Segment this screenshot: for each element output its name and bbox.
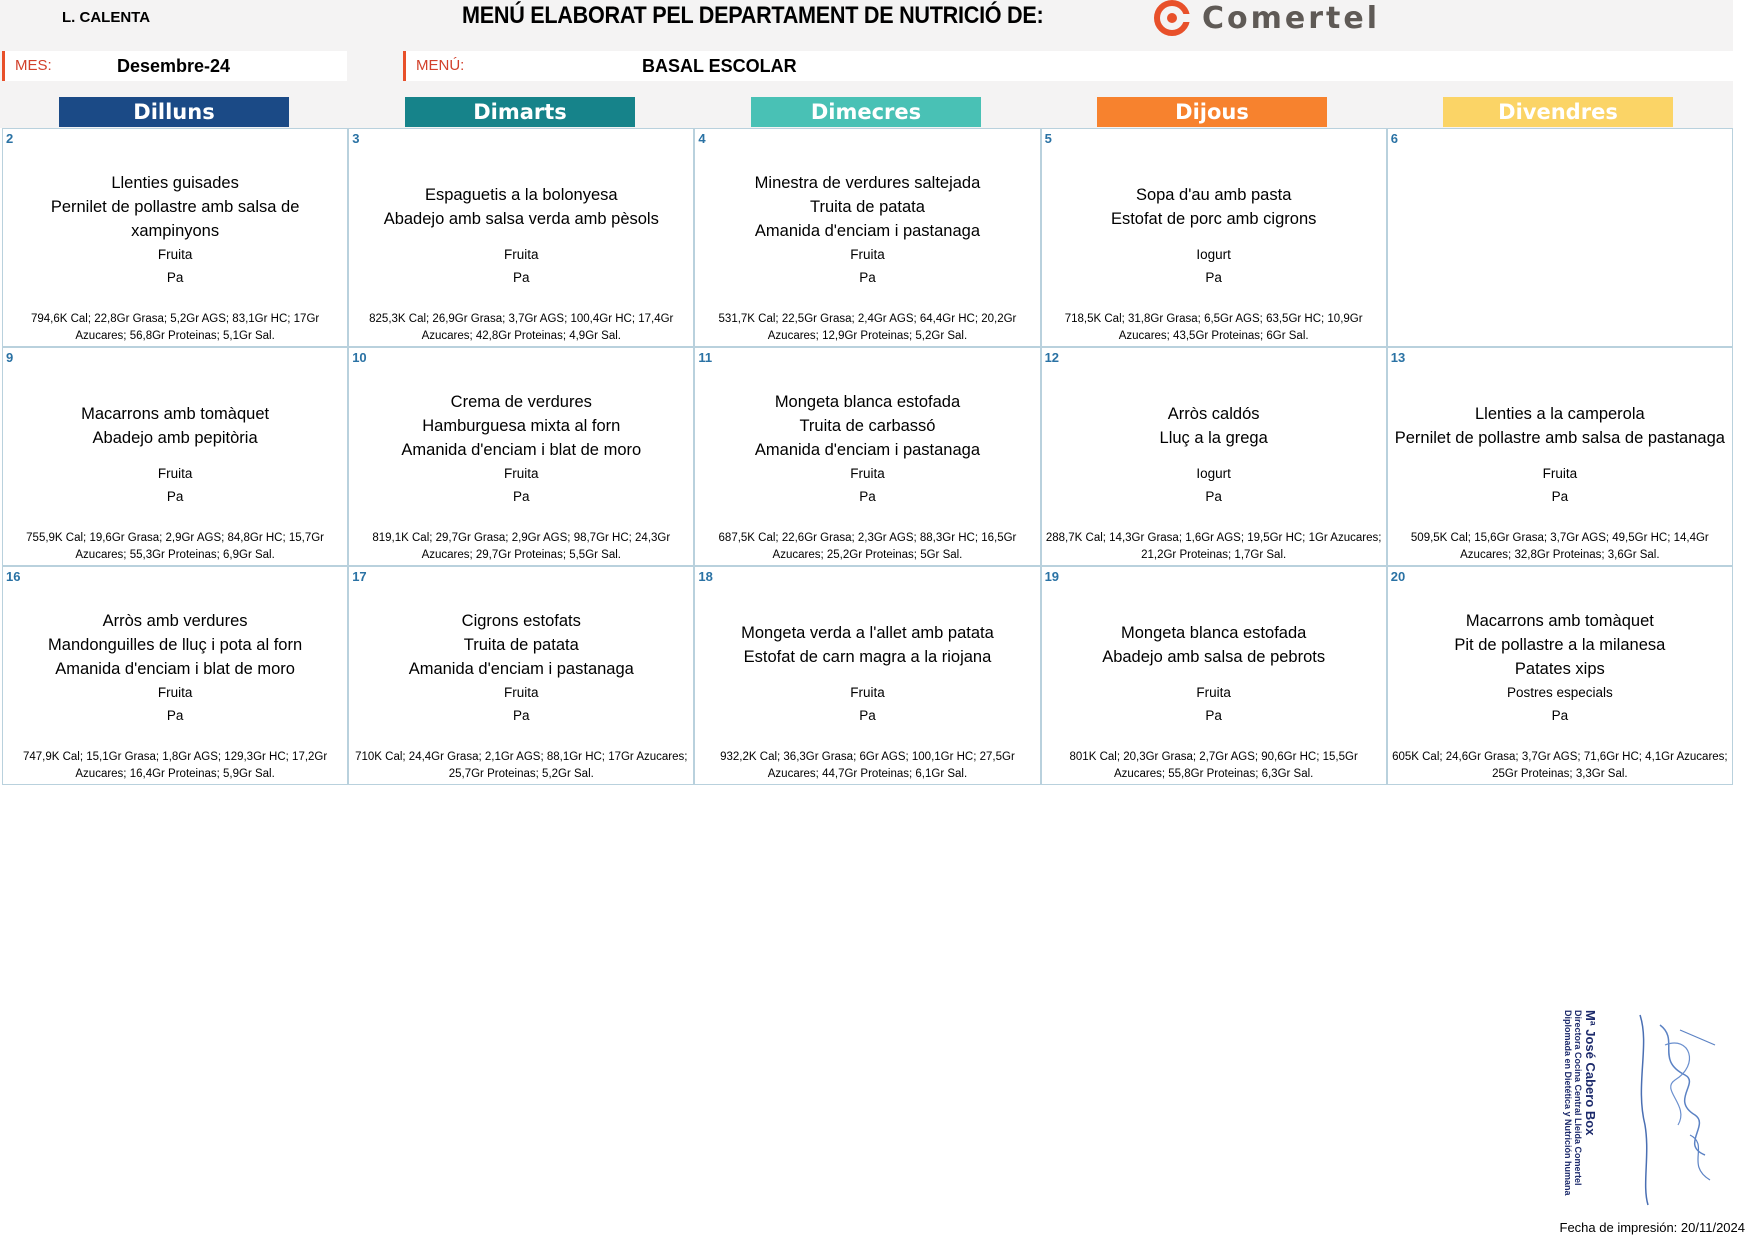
dessert: Iogurt [1196, 466, 1231, 481]
day-cell [348, 128, 694, 347]
nutrition-info: 509,5K Cal; 15,6Gr Grasa; 3,7Gr AGS; 49,5Gr HC; 14,4Gr Azucares; 32,8Gr Proteinas; 3,6Gr Sal. [1410, 532, 1709, 561]
bread: Pa [859, 708, 876, 723]
dish-list [3, 374, 347, 478]
dish-item: Truita de carbassó [799, 417, 936, 435]
dish-item: Mandonguilles de lluç i pota al forn [48, 636, 303, 654]
signature-name: Mª José Cabero Box [1583, 1010, 1598, 1136]
dessert: Fruita [157, 247, 193, 262]
dish-list [1388, 155, 1732, 259]
day-cell [1041, 347, 1387, 566]
dessert: Fruita [504, 466, 539, 481]
signature-block [1563, 1010, 1598, 1196]
dish-item: Pernilet de pollastre amb salsa de xampinyons [50, 198, 300, 240]
dish-item: Abadejo amb pepitòria [92, 429, 258, 447]
nutrition-info: 825,3K Cal; 26,9Gr Grasa; 3,7Gr AGS; 100,4Gr HC; 17,4Gr Azucares; 42,8Gr Proteinas; 4,9Gr Sal. [369, 313, 674, 342]
dish-item: Minestra de verdures saltejada [754, 174, 981, 192]
dish-item: Amanida d'enciam i blat de moro [55, 660, 295, 678]
dish-item: Arròs amb verdures [102, 612, 248, 630]
dish-item: Amanida d'enciam i blat de moro [401, 441, 642, 459]
bread: Pa [1205, 270, 1222, 285]
bread: Pa [166, 270, 184, 285]
dish-list [1042, 374, 1386, 478]
dish-item: Truita de patata [809, 198, 925, 216]
dessert: Fruita [504, 685, 539, 700]
day-number: 17 [352, 569, 367, 584]
dish-item: Crema de verdures [450, 393, 592, 411]
dish-item: Pernilet de pollastre amb salsa de pastanaga [1394, 429, 1725, 447]
day-number: 10 [352, 350, 367, 365]
dish-item: Amanida d'enciam i pastanaga [754, 441, 981, 459]
nutrition-info: 819,1K Cal; 29,7Gr Grasa; 2,9Gr AGS; 98,7Gr HC; 24,3Gr Azucares; 29,7Gr Proteinas; 5,5Gr Sal. [372, 532, 671, 561]
dish-item: Mongeta blanca estofada [774, 393, 961, 411]
dish-item: Mongeta verda a l'allet amb patata [741, 624, 994, 642]
day-number: 6 [1390, 131, 1398, 146]
day-cell [348, 347, 694, 566]
day-cell [694, 128, 1040, 347]
dish-item: Amanida d'enciam i pastanaga [408, 660, 634, 678]
dish-list [3, 593, 347, 697]
day-number: 2 [6, 131, 14, 146]
dessert: Fruita [1196, 685, 1231, 700]
dish-item: Amanida d'enciam i pastanaga [754, 222, 981, 240]
dish-item: Sopa d'au amb pasta [1135, 186, 1292, 204]
menu-field [403, 51, 1733, 81]
dish-item: Abadejo amb salsa de pebrots [1102, 648, 1326, 666]
dish-list [1042, 155, 1386, 259]
nutrition-info: 794,6K Cal; 22,8Gr Grasa; 5,2Gr AGS; 83,1Gr HC; 17Gr Azucares; 56,8Gr Proteinas; 5,1Gr Sal. [30, 313, 320, 342]
dish-item: Estofat de carn magra a la riojana [743, 648, 992, 666]
bread: Pa [513, 489, 530, 504]
bread: Pa [166, 489, 184, 504]
dish-item: Hamburguesa mixta al forn [422, 417, 621, 435]
day-cell [1387, 347, 1733, 566]
bread: Pa [1551, 489, 1569, 504]
dish-item: Lluç a la grega [1159, 429, 1268, 447]
dessert: Fruita [1542, 466, 1578, 481]
month-field [2, 51, 347, 81]
nutrition-info: 710K Cal; 24,4Gr Grasa; 2,1Gr AGS; 88,1Gr HC; 17Gr Azucares; 25,7Gr Proteinas; 5,2Gr Sal. [355, 751, 688, 780]
bread: Pa [1205, 489, 1222, 504]
dish-item: Llenties guisades [111, 174, 239, 192]
nutrition-info: 531,7K Cal; 22,5Gr Grasa; 2,4Gr AGS; 64,4Gr HC; 20,2Gr Azucares; 12,9Gr Proteinas; 5,2Gr Sal. [718, 313, 1017, 342]
bread: Pa [859, 270, 876, 285]
print-date: Fecha de impresión: 20/11/2024 [1559, 1220, 1745, 1235]
day-header-dimarts: Dimarts [405, 97, 635, 127]
dish-item: Espaguetis a la bolonyesa [424, 186, 618, 204]
signature-role: Directora Cocina Central Lleida Comertel [1573, 1010, 1583, 1186]
nutrition-info: 755,9K Cal; 19,6Gr Grasa; 2,9Gr AGS; 84,8Gr HC; 15,7Gr Azucares; 55,3Gr Proteinas; 6,9Gr Sal. [26, 532, 325, 561]
day-cell [348, 566, 694, 785]
menu-label: MENÚ: [416, 57, 465, 74]
signature-scribble [1620, 1005, 1725, 1215]
month-label: MES: [15, 57, 52, 74]
day-header-divendres: Divendres [1443, 97, 1673, 127]
dish-list [1388, 374, 1732, 478]
dish-list [349, 374, 693, 478]
dish-item: Macarrons amb tomàquet [81, 405, 270, 423]
day-number: 5 [1044, 131, 1052, 146]
day-cell [1041, 566, 1387, 785]
dish-list [349, 593, 693, 697]
day-number: 19 [1044, 569, 1060, 584]
brand-name: Comertel [1202, 0, 1380, 36]
menu-calendar-grid [2, 128, 1733, 785]
dessert: Fruita [850, 685, 885, 700]
day-cell [2, 347, 348, 566]
bread: Pa [513, 270, 530, 285]
brand-logo [1150, 0, 1380, 36]
day-cell [694, 347, 1040, 566]
menu-value: BASAL ESCOLAR [642, 56, 797, 76]
dessert: Postres especials [1506, 685, 1613, 700]
dessert: Fruita [157, 685, 193, 700]
nutrition-info: 718,5K Cal; 31,8Gr Grasa; 6,5Gr AGS; 63,5Gr HC; 10,9Gr Azucares; 43,5Gr Proteinas; 6Gr Sal. [1064, 313, 1363, 342]
nutrition-info: 932,2K Cal; 36,3Gr Grasa; 6Gr AGS; 100,1Gr HC; 27,5Gr Azucares; 44,7Gr Proteinas; 6,1Gr Sal. [720, 751, 1015, 780]
bread: Pa [513, 708, 530, 723]
day-number: 13 [1390, 350, 1406, 365]
day-cell [2, 566, 348, 785]
dish-item: Abadejo amb salsa verda amb pèsols [383, 210, 659, 228]
day-number: 3 [352, 131, 360, 146]
page-title: MENÚ ELABORAT PEL DEPARTAMENT DE NUTRICIÓ DE: [462, 2, 1044, 29]
nutrition-info: 801K Cal; 20,3Gr Grasa; 2,7Gr AGS; 90,6Gr HC; 15,5Gr Azucares; 55,8Gr Proteinas; 6,3Gr Sal. [1069, 751, 1358, 780]
dessert: Fruita [504, 247, 539, 262]
day-cell [694, 566, 1040, 785]
day-number: 12 [1044, 350, 1060, 365]
bread: Pa [859, 489, 876, 504]
nutrition-info: 288,7K Cal; 14,3Gr Grasa; 1,6Gr AGS; 19,5Gr HC; 1Gr Azucares; 21,2Gr Proteinas; 1,7Gr Sal. [1045, 532, 1382, 561]
dish-item: Truita de patata [463, 636, 579, 654]
comertel-logo-icon [1150, 0, 1194, 36]
dish-item: Mongeta blanca estofada [1121, 624, 1307, 642]
dish-list [349, 155, 693, 259]
day-number: 16 [6, 569, 21, 584]
dessert: Fruita [850, 466, 885, 481]
dish-list [695, 374, 1039, 478]
bread: Pa [1551, 708, 1569, 723]
day-number: 9 [6, 350, 14, 365]
nutrition-info: 605K Cal; 24,6Gr Grasa; 3,7Gr AGS; 71,6Gr HC; 4,1Gr Azucares; 25Gr Proteinas; 3,3Gr Sal. [1392, 751, 1728, 780]
dish-list [695, 155, 1039, 259]
dish-item: Arròs caldós [1167, 405, 1260, 423]
dish-item: Cigrons estofats [461, 612, 581, 630]
dish-list [1388, 593, 1732, 697]
dish-item: Pit de pollastre a la milanesa [1454, 636, 1666, 654]
day-number: 20 [1390, 569, 1406, 584]
dish-item: Llenties a la camperola [1475, 405, 1645, 423]
signature-degree: Diplomada en Dietética y Nutrición humana [1563, 1010, 1573, 1196]
day-header-dijous: Dijous [1097, 97, 1327, 127]
dish-item: Macarrons amb tomàquet [1465, 612, 1654, 630]
dish-list [695, 593, 1039, 697]
day-header-dilluns: Dilluns [59, 97, 289, 127]
dish-list [3, 155, 347, 259]
dessert: Iogurt [1196, 247, 1231, 262]
day-cell [1041, 128, 1387, 347]
day-number: 11 [698, 350, 713, 365]
menu-type-label: L. CALENTA [62, 9, 151, 26]
day-cell [1387, 566, 1733, 785]
dish-item: Patates xips [1514, 660, 1605, 678]
month-value: Desembre-24 [117, 56, 231, 76]
bread: Pa [1205, 708, 1222, 723]
day-number: 4 [698, 131, 706, 146]
day-cell [2, 128, 348, 347]
day-header-dimecres: Dimecres [751, 97, 981, 127]
bread: Pa [166, 708, 184, 723]
dish-item: Estofat de porc amb cigrons [1110, 210, 1317, 228]
dessert: Fruita [850, 247, 885, 262]
day-number: 18 [698, 569, 713, 584]
nutrition-info: 687,5K Cal; 22,6Gr Grasa; 2,3Gr AGS; 88,3Gr HC; 16,5Gr Azucares; 25,2Gr Proteinas; 5Gr Sal. [718, 532, 1017, 561]
dessert: Fruita [157, 466, 193, 481]
nutrition-info: 747,9K Cal; 15,1Gr Grasa; 1,8Gr AGS; 129,3Gr HC; 17,2Gr Azucares; 16,4Gr Proteinas; 5,9Gr Sal. [22, 751, 328, 780]
dish-list [1042, 593, 1386, 697]
day-cell [1387, 128, 1733, 347]
